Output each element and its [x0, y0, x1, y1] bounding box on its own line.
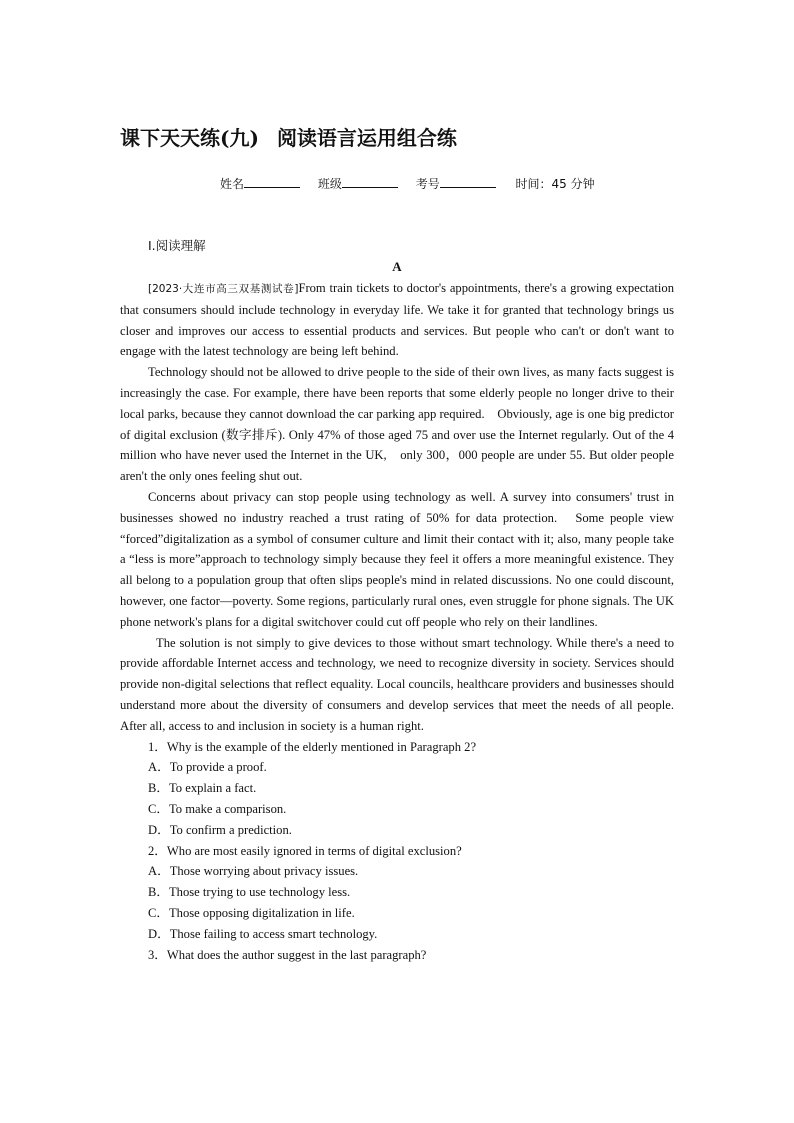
source-note: [2023·大连市高三双基测试卷]: [148, 283, 299, 295]
question-stem: 3．What does the author suggest in the last paragraph?: [148, 947, 427, 962]
option-a: A．Those worrying about privacy issues.: [148, 864, 359, 879]
paragraph-1: [120, 278, 674, 362]
name-blank: [244, 177, 300, 188]
option-b: B．Those trying to use technology less.: [148, 885, 351, 900]
title-main: 课下天天练(九): [120, 126, 259, 150]
question-stem: 2．Who are most easily ignored in terms of digital exclusion?: [148, 843, 462, 858]
paragraph-4: The solution is not simply to give devices to those without smart technology. While there's a need to provide affordable Internet access and technology, we need to recognize diversity in society. Services should provide non-digital selections that reflect equality. Local councils, healthcare providers and businesses should understand more about the diversity of consumers and develop services that meet the needs of all people. After all, access to and inclusion in society is a human right.: [120, 635, 674, 733]
passage-body: [120, 278, 674, 965]
paragraph-3: Concerns about privacy can stop people using technology as well. A survey into consumers' trust in businesses showed no industry reached a trust rating of 50% for data protection. Some people view “forced”digitalization as a symbol of consumer culture and limit their contact with it; also, many people take a “less is more”approach to technology simply because they feel it offers a more meaningful existence. They all belong to a population group that often slips people's mind in related discussions. No one could discount, however, one factor—poverty. Some regions, particularly rural ones, even struggle for phone signals. The UK phone network's plans for a digital switchover could cut off people who rely on their landlines.: [120, 489, 674, 629]
name-label: 姓名: [220, 177, 245, 191]
time-label: 时间：45 分钟: [515, 177, 595, 191]
question-stem: 1．Why is the example of the elderly mentioned in Paragraph 2?: [148, 739, 477, 754]
title-sub: 阅读语言运用组合练: [276, 126, 457, 150]
number-label: 考号: [415, 177, 440, 191]
student-info-line: [220, 175, 595, 192]
question-3: [120, 945, 674, 966]
section-heading: Ⅰ.阅读理解: [148, 238, 206, 253]
class-label: 班级: [317, 177, 342, 191]
option-a: A．To provide a proof.: [148, 760, 267, 775]
option-c: C．Those opposing digitalization in life.: [148, 905, 355, 920]
question-2: [120, 841, 674, 945]
paragraph-2: Technology should not be allowed to drive people to the side of their own lives, as many facts suggest is increasingly the case. For example, there have been reports that some elderly people no longer drive to their local parks, because they cannot download the car parking app required. Obviously, age is one big predictor of digital exclusion (数字排斥). Only 47% of those aged 75 and over use the Internet regularly. Out of the 4 million who have never used the Internet in the UK, only 300，000 people are under 55. But older people aren't the only ones feeling shut out.: [120, 365, 674, 484]
question-1: [120, 737, 674, 841]
page-title: [120, 122, 457, 151]
option-d: D．To confirm a prediction.: [148, 822, 292, 837]
option-d: D．Those failing to access smart technology.: [148, 926, 378, 941]
paragraph-1-text: From train tickets to doctor's appointments, there's a growing expectation that consumers should include technology in everyday life. We take it for granted that technology brings us closer and improves our access to essential products and services. But people who can't or don't want to engage with the latest technology are being left behind.: [120, 281, 674, 359]
class-blank: [342, 177, 398, 188]
option-b: B．To explain a fact.: [148, 781, 257, 796]
option-c: C．To make a comparison.: [148, 801, 287, 816]
number-blank: [440, 177, 496, 188]
passage-letter: A: [392, 259, 402, 274]
